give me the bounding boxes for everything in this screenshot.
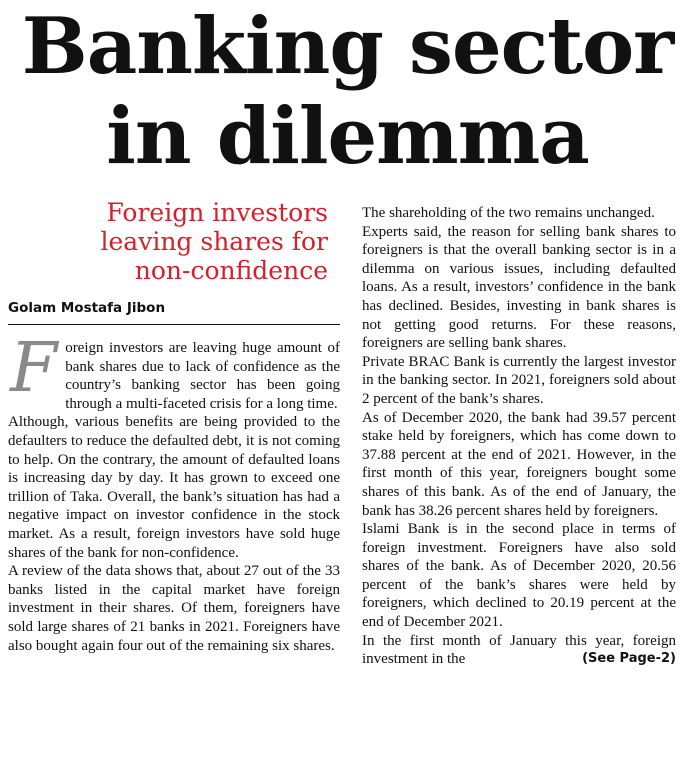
- article-body-left: [8, 329, 340, 655]
- article-paragraph: The shareholding of the two remains unchanged.: [362, 205, 655, 221]
- left-column: [8, 198, 340, 655]
- article-paragraph: As of December 2020, the bank had 39.57 percent stake held by foreigners, which has come down to 37.88 percent at the end of 2021. However, in the first month of this year, foreigners bought some shares of this bank. As of the end of January, the bank has 38.26 percent shares held by foreigners.: [362, 409, 676, 519]
- subheadline: [8, 198, 328, 285]
- headline-line-1: Banking sector: [21, 1, 674, 92]
- byline-divider: [8, 324, 340, 325]
- subheadline-line: leaving shares for: [100, 227, 328, 256]
- paragraph-text: In the first month of January this year, foreign investment in the: [362, 632, 676, 668]
- subheadline-line: non-confidence: [134, 256, 328, 285]
- article-paragraph: [8, 329, 340, 413]
- article-paragraph: Private BRAC Bank is currently the largest investor in the banking sector. In 2021, foreigners sold about 2 percent of the bank’s shares.: [362, 353, 676, 407]
- article-paragraph: [362, 632, 676, 669]
- article-paragraph: A review of the data shows that, about 27 out of the 33 banks listed in the capital market have foreign investment in their shares. Of them, foreigners have sold large shares of 21 banks in 2021. Foreigners have also bought again four out of the remaining six shares.: [8, 563, 340, 654]
- article-paragraph: Although, various benefits are being provided to the defaulters to reduce the defaulted debt, it is not coming to help. On the contrary, the amount of defaulted loans is increasing day by day. It has grown to exceed one trillion of Taka. Overall, the bank’s situation has had a negative impact on investor confidence in the stock market. As a result, foreign investors have sold huge shares of the bank for non-confidence.: [8, 414, 340, 561]
- byline: Golam Mostafa Jibon: [8, 300, 166, 316]
- continued-link[interactable]: (See Page-2): [582, 651, 676, 667]
- drop-cap: F: [10, 329, 58, 408]
- article-paragraph: Islami Bank is in the second place in terms of foreign investment. Foreigners have also sold shares of the bank. As of December 2020, 20.56 percent of the bank’s shares were held by foreigners, which declined to 20.19 percent at the end of December 2021.: [362, 521, 676, 631]
- paragraph-text: oreign investors are leaving huge amount of bank shares due to lack of confidence as the country’s banking sector has been going through a multi-faceted crisis for a long time.: [65, 340, 340, 412]
- subheadline-line: Foreign investors: [106, 198, 328, 227]
- right-column: [362, 204, 676, 669]
- headline-line-2: in dilemma: [106, 91, 589, 182]
- article-paragraph: Experts said, the reason for selling bank shares to foreigners is that the overall banking sector is in a dilemma on various issues, including defaulted loans. As a result, investors’ confidence in the bank has declined. Besides, investing in bank shares is not getting good returns. For these reasons, foreigners are selling bank shares.: [362, 223, 676, 352]
